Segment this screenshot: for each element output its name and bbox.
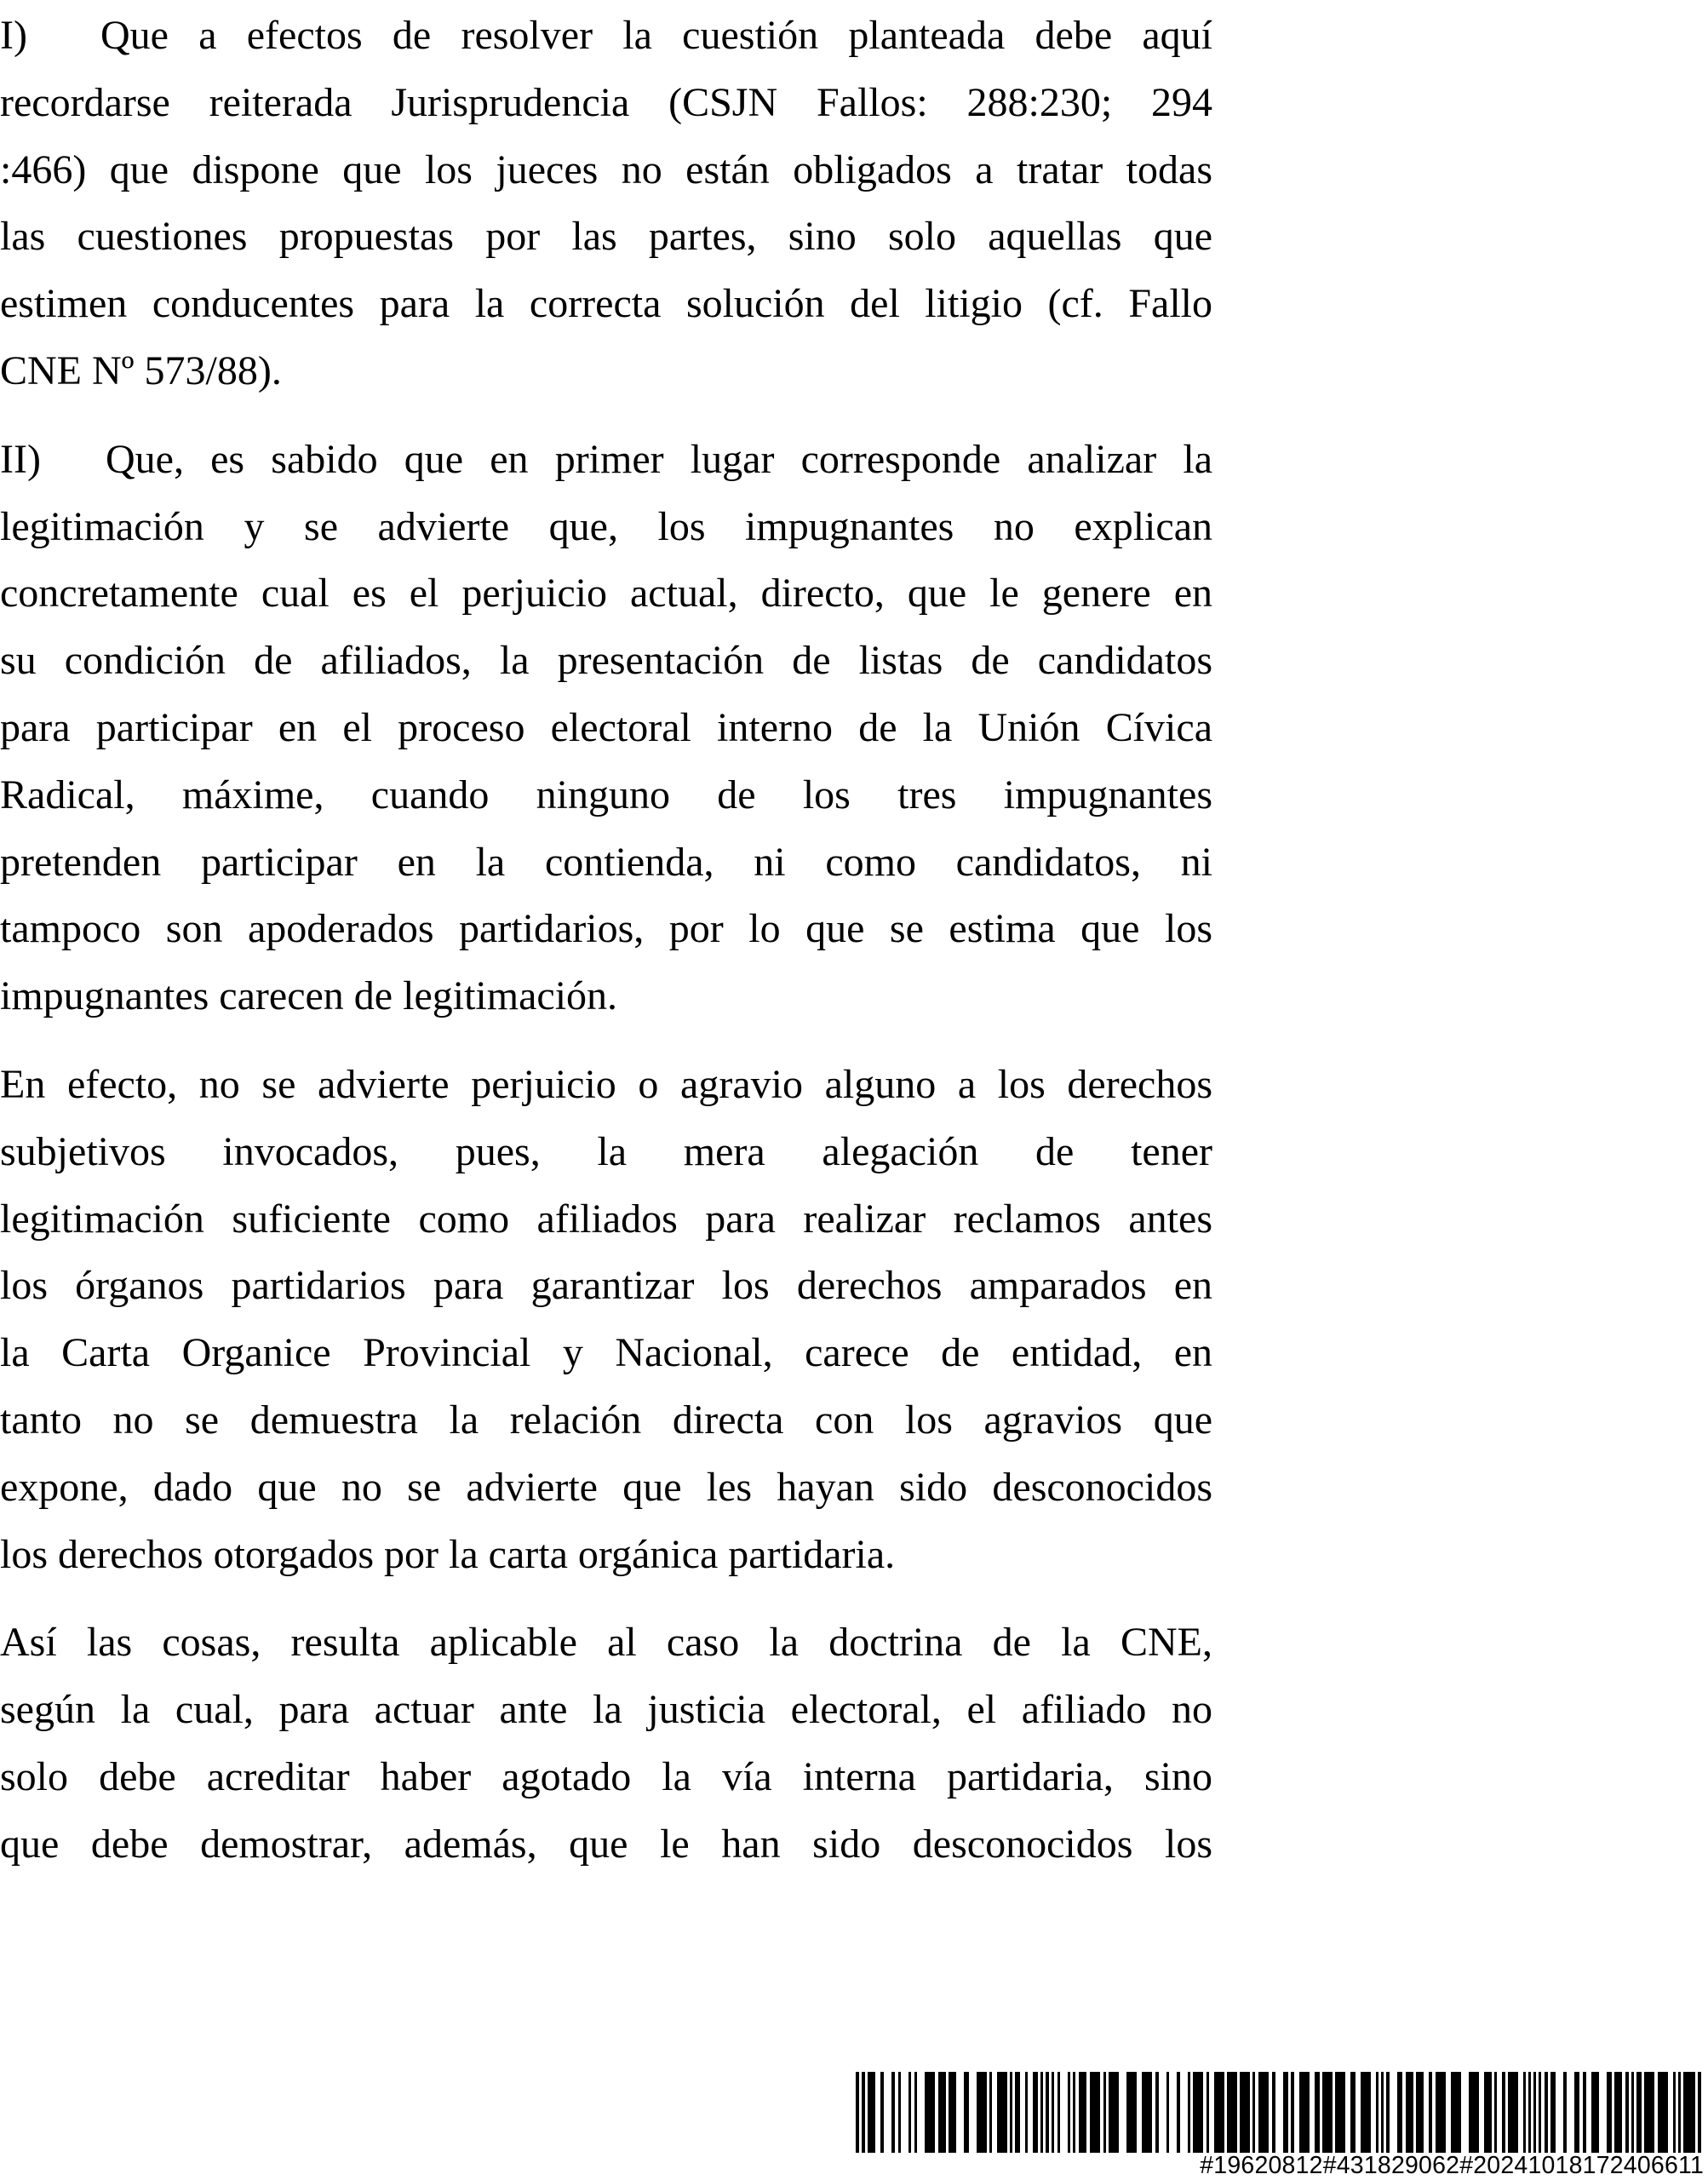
text-line: Radical, máxime, cuando ninguno de los tres impugnantes bbox=[0, 772, 1212, 818]
barcode-number: #19620812#431829062#20241018172406611 bbox=[1200, 2152, 1704, 2179]
text-line: tanto no se demuestra la relación directa con los agravios que bbox=[0, 1397, 1212, 1443]
text-line: concretamente cual es el perjuicio actual, directo, que le genere en bbox=[0, 571, 1212, 617]
text-line: recordarse reiterada Jurisprudencia (CSJN Fallos: 288:230; 294 bbox=[0, 79, 1212, 125]
paragraph-1 bbox=[0, 3, 1212, 405]
text-line: En efecto, no se advierte perjuicio o agravio alguno a los derechos bbox=[0, 1061, 1212, 1107]
text-line: I) Que a efectos de resolver la cuestión planteada debe aquí bbox=[0, 3, 1212, 70]
text-line: las cuestiones propuestas por las partes, sino solo aquellas que bbox=[0, 214, 1212, 260]
text-line: la Carta Organice Provincial y Nacional, carece de entidad, en bbox=[0, 1330, 1212, 1376]
text-line: expone, dado que no se advierte que les hayan sido desconocidos bbox=[0, 1464, 1212, 1510]
paragraph-2 bbox=[0, 427, 1212, 1030]
paragraph-4 bbox=[0, 1609, 1212, 1878]
text-line: II) Que, es sabido que en primer lugar corresponde analizar la bbox=[0, 427, 1212, 494]
text-line: legitimación suficiente como afiliados para realizar reclamos antes bbox=[0, 1196, 1212, 1242]
text-line: impugnantes carecen de legitimación. bbox=[0, 973, 618, 1019]
text-line: estimen conducentes para la correcta solución del litigio (cf. Fallo bbox=[0, 281, 1212, 327]
text-line: CNE Nº 573/88). bbox=[0, 347, 282, 393]
text-line: los órganos partidarios para garantizar los derechos amparados en bbox=[0, 1263, 1212, 1309]
text-line: pretenden participar en la contienda, ni como candidatos, ni bbox=[0, 839, 1212, 885]
paragraph-3 bbox=[0, 1052, 1212, 1588]
text-line: Así las cosas, resulta aplicable al caso la doctrina de la CNE, bbox=[0, 1620, 1212, 1666]
paragraph-number: I) bbox=[0, 13, 27, 58]
document-barcode bbox=[856, 2072, 1704, 2180]
text-line: los derechos otorgados por la carta orgánica partidaria. bbox=[0, 1531, 896, 1577]
text-line: tampoco son apoderados partidarios, por lo que se estima que los bbox=[0, 906, 1212, 952]
text-line: su condición de afiliados, la presentación de listas de candidatos bbox=[0, 638, 1212, 684]
text-line: para participar en el proceso electoral interno de la Unión Cívica bbox=[0, 704, 1212, 750]
text-line: :466) que dispone que los jueces no están obligados a tratar todas bbox=[0, 146, 1212, 192]
barcode-image bbox=[856, 2072, 1704, 2153]
text-line: legitimación y se advierte que, los impugnantes no explican bbox=[0, 503, 1212, 549]
text-line: según la cual, para actuar ante la justicia electoral, el afiliado no bbox=[0, 1687, 1212, 1733]
paragraph-number: II) bbox=[0, 436, 41, 482]
text-line: subjetivos invocados, pues, la mera alegación de tener bbox=[0, 1128, 1212, 1174]
text-line: que debe demostrar, además, que le han sido desconocidos los bbox=[0, 1821, 1212, 1867]
text-line: solo debe acreditar haber agotado la vía interna partidaria, sino bbox=[0, 1753, 1212, 1799]
